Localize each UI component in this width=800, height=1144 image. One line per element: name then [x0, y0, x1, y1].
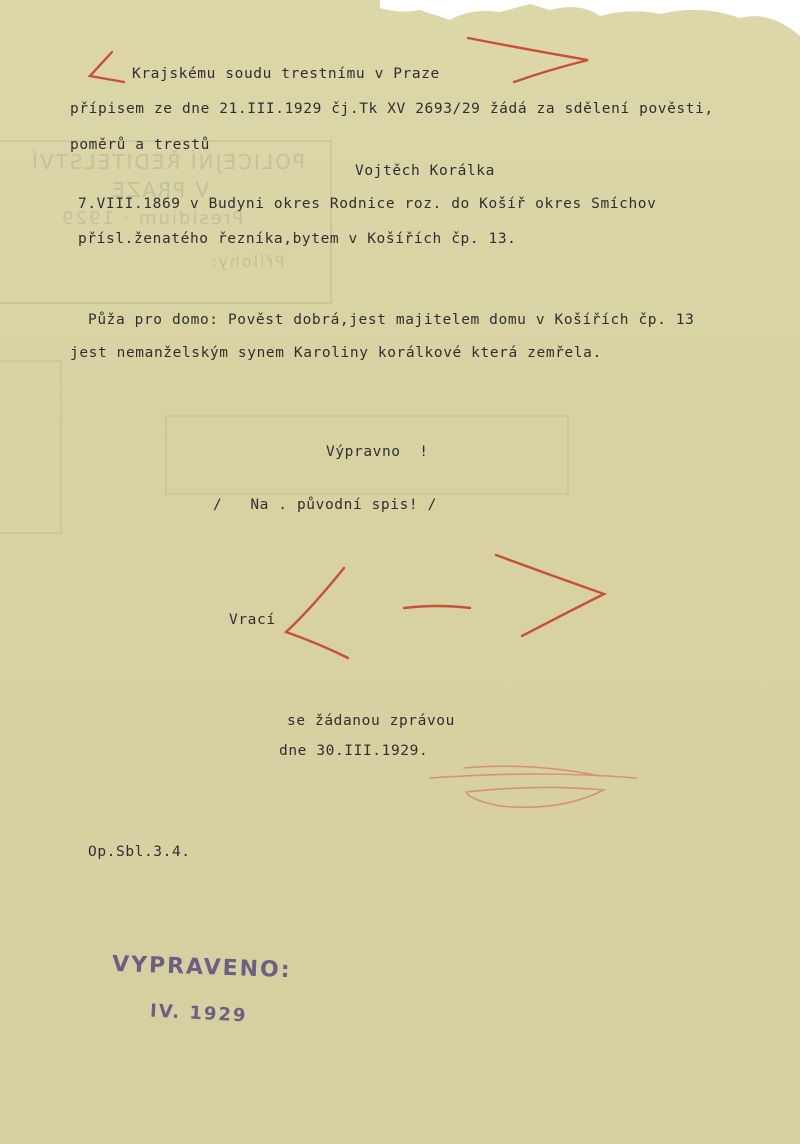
return-close-bracket-mark: [496, 555, 604, 636]
close-bracket-mark: [468, 38, 588, 82]
reference-code: Op.Sbl.3.4.: [88, 844, 191, 860]
dispatch-note: Výpravno !: [326, 444, 429, 460]
report-line-1: Půža pro domo: Pověst dobrá,jest majitelem domu v Košířích čp. 13: [88, 312, 695, 328]
return-word: Vrací: [229, 612, 276, 628]
report-line-2: jest nemanželským synem Karoliny korálkové která zemřela.: [70, 345, 602, 361]
return-open-bracket-mark: [286, 568, 348, 658]
addressee-line: Krajskému soudu trestnímu v Praze: [132, 66, 440, 82]
subject-name: Vojtěch Korálka: [355, 163, 495, 179]
dispatch-stamp-title: VYPRAVENO:: [111, 951, 292, 984]
return-dash-mark: [404, 606, 470, 608]
faint-bleed-stamp: POLICEJNÍ ŘEDITELSTVÍ V PRAZE Presidium · 1929 Přílohy:: [0, 140, 332, 304]
reply-date: dne 30.III.1929.: [279, 743, 429, 759]
signature-underline-2: [430, 774, 636, 778]
signature-underline-3: [466, 787, 604, 807]
request-line-continued: poměrů a trestů: [70, 137, 210, 153]
birth-details: 7.VIII.1869 v Budyni okres Rodnice roz. do Košíř okres Smíchov: [78, 196, 657, 212]
open-bracket-mark: [90, 52, 124, 82]
original-file-note: / Na . původní spis! /: [213, 497, 437, 513]
request-line: přípisem ze dne 21.III.1929 čj.Tk XV 2693/29 žádá za sdělení pověsti,: [70, 101, 714, 117]
dispatch-stamp-date: IV. 1929: [149, 1000, 248, 1027]
occupation-residence: přísl.ženatého řezníka,bytem v Košířích čp. 13.: [78, 231, 517, 247]
reply-line-1: se žádanou zprávou: [287, 713, 455, 729]
